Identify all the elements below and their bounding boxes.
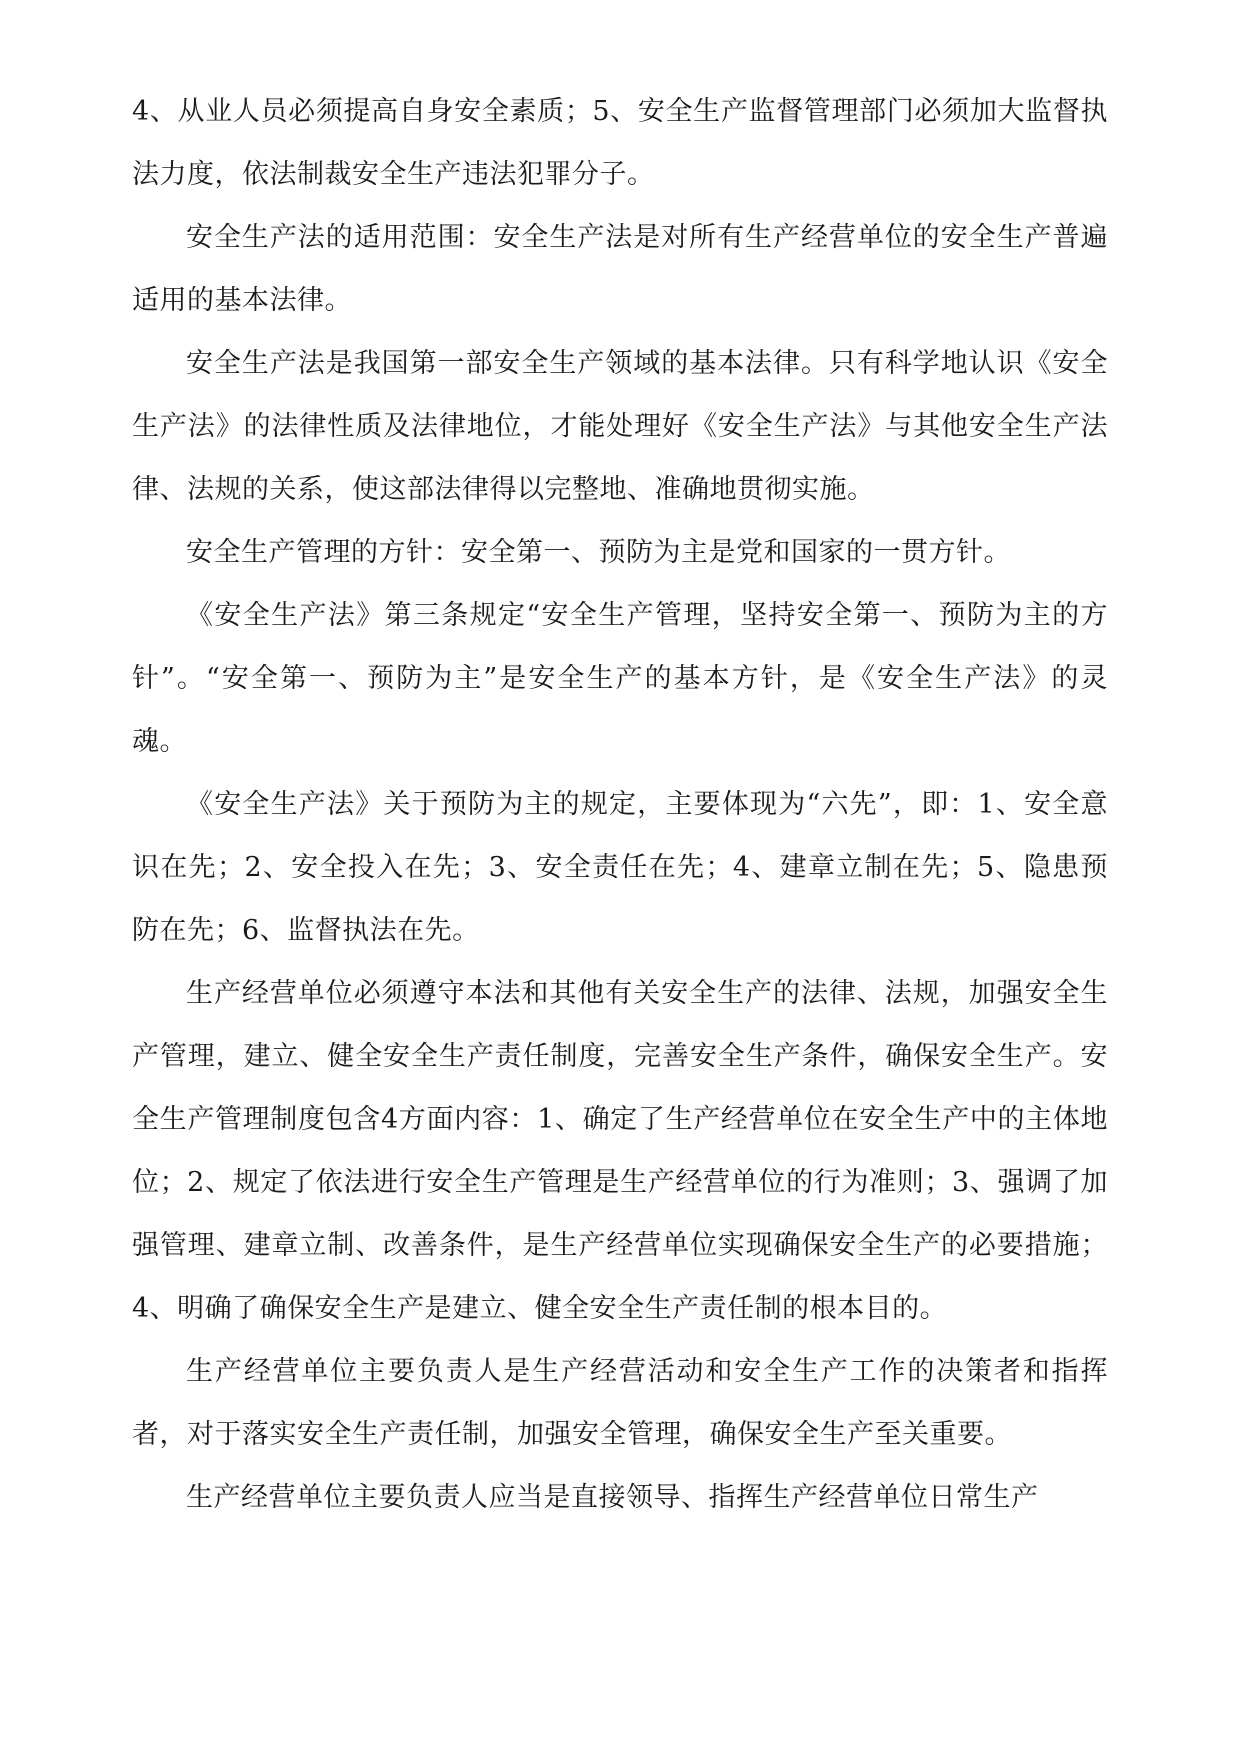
paragraph: 《安全生产法》第三条规定“安全生产管理，坚持安全第一、预防为主的方针”。“安全第一、预防为主”是安全生产的基本方针，是《安全生产法》的灵魂。 xyxy=(132,600,1108,757)
paragraph: 安全生产法的适用范围：安全生产法是对所有生产经营单位的安全生产普遍适用的基本法律。 xyxy=(132,222,1108,316)
paragraph: 生产经营单位主要负责人是生产经营活动和安全生产工作的决策者和指挥者，对于落实安全生产责任制，加强安全管理，确保安全生产至关重要。 xyxy=(132,1356,1108,1450)
paragraph: 《安全生产法》关于预防为主的规定，主要体现为“六先”，即：1、安全意识在先；2、安全投入在先；3、安全责任在先；4、建章立制在先；5、隐患预防在先；6、监督执法在先。 xyxy=(132,789,1108,946)
paragraph: 4、从业人员必须提高自身安全素质；5、安全生产监督管理部门必须加大监督执法力度，依法制裁安全生产违法犯罪分子。 xyxy=(132,96,1108,190)
paragraph: 生产经营单位主要负责人应当是直接领导、指挥生产经营单位日常生产 xyxy=(186,1482,1039,1513)
paragraph: 生产经营单位必须遵守本法和其他有关安全生产的法律、法规，加强安全生产管理，建立、健全安全生产责任制度，完善安全生产条件，确保安全生产。安全生产管理制度包含4方面内容：1、确定了生产经营单位在安全生产中的主体地位；2、规定了依法进行安全生产管理是生产经营单位的行为准则；3、强调了加强管理、建章立制、改善条件，是生产经营单位实现确保安全生产的必要措施；4、明确了确保安全生产是建立、健全安全生产责任制的根本目的。 xyxy=(132,978,1108,1324)
document-page xyxy=(132,80,1108,1529)
paragraph: 安全生产管理的方针：安全第一、预防为主是党和国家的一贯方针。 xyxy=(186,537,1011,568)
paragraph: 安全生产法是我国第一部安全生产领域的基本法律。只有科学地认识《安全生产法》的法律性质及法律地位，才能处理好《安全生产法》与其他安全生产法律、法规的关系，使这部法律得以完整地、准确地贯彻实施。 xyxy=(132,348,1108,505)
